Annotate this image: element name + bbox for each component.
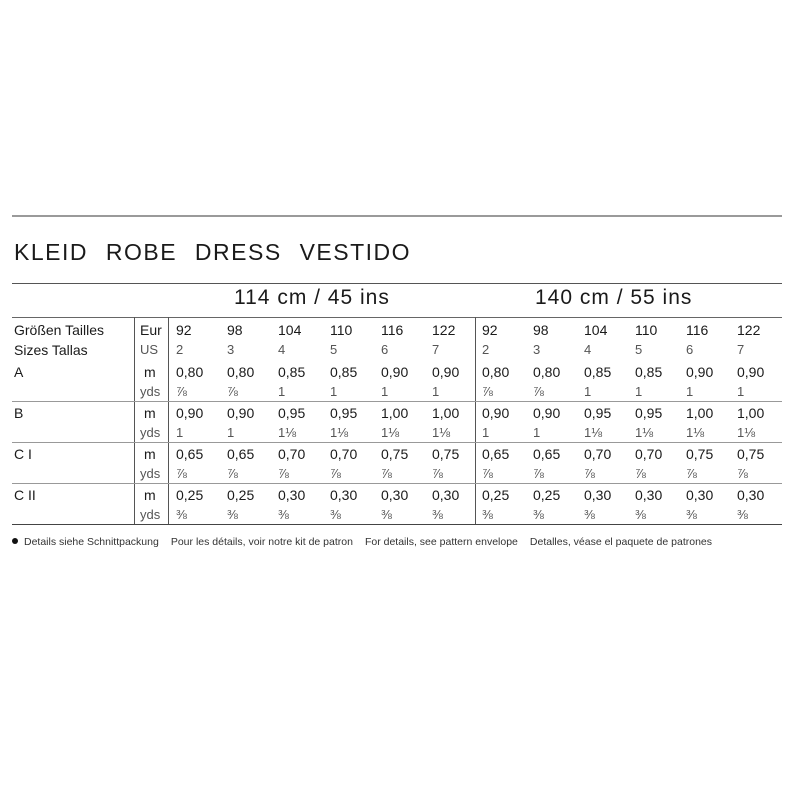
- yards-value: 1⅛: [737, 425, 756, 440]
- meters-value: 0,90: [432, 364, 460, 380]
- unit-m: m: [144, 446, 156, 462]
- meters-value: 0,90: [176, 405, 204, 421]
- size-eur-92: 92: [176, 322, 192, 338]
- yards-value: 1: [533, 425, 541, 440]
- size-eur-110: 110: [330, 322, 353, 338]
- unit-yds: yds: [140, 384, 161, 399]
- meters-value: 0,25: [227, 487, 255, 503]
- unit-m: m: [144, 487, 156, 503]
- yards-value: ⅞: [635, 466, 646, 481]
- yards-value: 1⅛: [584, 425, 603, 440]
- row-separator: [12, 401, 782, 402]
- footer-es: Detalles, véase el paquete de patrones: [529, 536, 713, 548]
- size-us-3: 3: [533, 342, 541, 357]
- yards-value: ⅞: [176, 466, 187, 481]
- unit-yds: yds: [140, 466, 161, 481]
- yards-value: ⅜: [330, 507, 341, 522]
- yards-value: ⅜: [227, 507, 238, 522]
- size-eur-104: 104: [584, 322, 608, 338]
- meters-value: 0,95: [635, 405, 663, 421]
- view-label: A: [14, 364, 24, 380]
- yards-value: ⅞: [584, 466, 595, 481]
- yards-value: ⅞: [482, 384, 493, 399]
- yards-value: 1: [686, 384, 694, 399]
- meters-value: 0,80: [482, 364, 510, 380]
- yards-value: 1⅛: [330, 425, 349, 440]
- footer-note: [12, 535, 772, 550]
- yards-value: ⅜: [533, 507, 544, 522]
- meters-value: 0,85: [278, 364, 306, 380]
- yards-value: 1: [737, 384, 745, 399]
- yards-value: 1⅛: [381, 425, 400, 440]
- meters-value: 0,85: [584, 364, 612, 380]
- meters-value: 0,90: [482, 405, 510, 421]
- yards-value: ⅞: [330, 466, 341, 481]
- yards-value: 1: [381, 384, 389, 399]
- unit-yds: yds: [140, 425, 161, 440]
- size-eur-98: 98: [533, 322, 549, 338]
- meters-value: 0,70: [330, 446, 358, 462]
- meters-value: 1,00: [432, 405, 460, 421]
- footer-fr: Pour les détails, voir notre kit de patron: [170, 536, 353, 548]
- meters-value: 0,30: [432, 487, 460, 503]
- meters-value: 0,90: [737, 364, 765, 380]
- meters-value: 0,70: [584, 446, 612, 462]
- size-us-3: 3: [227, 342, 235, 357]
- divider-label-col: [134, 317, 135, 524]
- meters-value: 0,80: [227, 364, 255, 380]
- meters-value: 0,25: [176, 487, 204, 503]
- meters-value: 0,75: [686, 446, 714, 462]
- size-eur-98: 98: [227, 322, 243, 338]
- meters-value: 0,30: [584, 487, 612, 503]
- meters-value: 0,30: [686, 487, 714, 503]
- meters-value: 0,95: [330, 405, 358, 421]
- meters-value: 1,00: [686, 405, 714, 421]
- yards-value: 1: [482, 425, 490, 440]
- meters-value: 0,65: [533, 446, 561, 462]
- meters-value: 0,65: [176, 446, 204, 462]
- size-eur-110: 110: [635, 322, 658, 338]
- unit-m: m: [144, 364, 156, 380]
- size-eur-122: 122: [737, 322, 761, 338]
- yards-value: 1⅛: [635, 425, 654, 440]
- yards-value: ⅜: [482, 507, 493, 522]
- meters-value: 0,90: [533, 405, 561, 421]
- yards-value: 1: [330, 384, 338, 399]
- yards-value: 1: [176, 425, 184, 440]
- row-separator: [12, 483, 782, 484]
- unit-yds: yds: [140, 507, 161, 522]
- meters-value: 0,25: [482, 487, 510, 503]
- size-us-6: 6: [686, 342, 694, 357]
- view-label: C I: [14, 446, 32, 462]
- yards-value: 1: [584, 384, 592, 399]
- yards-value: 1: [278, 384, 286, 399]
- meters-value: 0,85: [330, 364, 358, 380]
- yards-value: ⅜: [635, 507, 646, 522]
- meters-value: 0,65: [482, 446, 510, 462]
- divider-unit-col: [168, 317, 169, 524]
- meters-value: 0,75: [737, 446, 765, 462]
- size-eur-116: 116: [381, 322, 404, 338]
- meters-value: 0,30: [330, 487, 358, 503]
- size-us-4: 4: [278, 342, 286, 357]
- yards-value: ⅜: [176, 507, 187, 522]
- page-title: KLEID ROBE DRESS VESTIDO: [14, 239, 412, 265]
- yards-value: 1⅛: [432, 425, 451, 440]
- yards-value: 1: [227, 425, 235, 440]
- size-us-6: 6: [381, 342, 389, 357]
- view-label: B: [14, 405, 24, 421]
- meters-value: 0,70: [278, 446, 306, 462]
- yards-value: ⅞: [227, 384, 238, 399]
- meters-value: 0,90: [686, 364, 714, 380]
- fabric-width-114: 114 cm / 45 ins: [234, 286, 390, 309]
- size-eur-116: 116: [686, 322, 709, 338]
- unit-m: m: [144, 405, 156, 421]
- yards-value: ⅞: [278, 466, 289, 481]
- meters-value: 0,30: [737, 487, 765, 503]
- size-eur-104: 104: [278, 322, 302, 338]
- size-us-5: 5: [635, 342, 643, 357]
- yards-value: 1: [635, 384, 643, 399]
- size-label-line1: Größen Tailles: [14, 322, 105, 338]
- top-rule: [12, 215, 782, 217]
- meters-value: 0,75: [381, 446, 409, 462]
- meters-value: 0,90: [227, 405, 255, 421]
- size-us-5: 5: [330, 342, 338, 357]
- table-top-rule: [12, 317, 782, 318]
- us-label: US: [140, 342, 159, 357]
- divider-fabric-col: [475, 317, 476, 524]
- yards-value: ⅞: [176, 384, 187, 399]
- size-us-4: 4: [584, 342, 592, 357]
- yards-value: ⅜: [737, 507, 748, 522]
- yards-value: ⅜: [381, 507, 392, 522]
- meters-value: 0,95: [278, 405, 306, 421]
- meters-value: 0,90: [381, 364, 409, 380]
- fabric-width-140: 140 cm / 55 ins: [535, 286, 693, 309]
- yards-value: ⅞: [432, 466, 443, 481]
- size-us-2: 2: [176, 342, 184, 357]
- meters-value: 0,30: [635, 487, 663, 503]
- yards-value: ⅞: [737, 466, 748, 481]
- meters-value: 1,00: [381, 405, 409, 421]
- yards-value: ⅞: [482, 466, 493, 481]
- size-us-7: 7: [432, 342, 440, 357]
- yards-value: 1⅛: [686, 425, 705, 440]
- yards-value: ⅞: [686, 466, 697, 481]
- meters-value: 0,75: [432, 446, 460, 462]
- yards-value: ⅜: [432, 507, 443, 522]
- yards-value: ⅞: [533, 466, 544, 481]
- size-eur-92: 92: [482, 322, 498, 338]
- size-us-7: 7: [737, 342, 745, 357]
- meters-value: 0,95: [584, 405, 612, 421]
- yards-value: ⅜: [278, 507, 289, 522]
- title-underline: [12, 283, 782, 284]
- yards-value: ⅜: [584, 507, 595, 522]
- bullet-icon: [12, 538, 18, 544]
- footer-en: For details, see pattern envelope: [364, 536, 518, 548]
- footer-de: Details siehe Schnittpackung: [24, 536, 159, 548]
- meters-value: 0,80: [176, 364, 204, 380]
- yards-value: ⅞: [381, 466, 392, 481]
- meters-value: 1,00: [737, 405, 765, 421]
- meters-value: 0,85: [635, 364, 663, 380]
- meters-value: 0,30: [381, 487, 409, 503]
- yards-value: ⅜: [686, 507, 697, 522]
- meters-value: 0,65: [227, 446, 255, 462]
- size-label-line2: Sizes Tallas: [14, 342, 88, 358]
- row-separator: [12, 442, 782, 443]
- meters-value: 0,30: [278, 487, 306, 503]
- size-eur-122: 122: [432, 322, 456, 338]
- yards-value: 1⅛: [278, 425, 297, 440]
- size-us-2: 2: [482, 342, 490, 357]
- yards-value: ⅞: [227, 466, 238, 481]
- eur-label: Eur: [140, 322, 162, 338]
- meters-value: 0,25: [533, 487, 561, 503]
- table-bottom-rule: [12, 524, 782, 525]
- meters-value: 0,70: [635, 446, 663, 462]
- view-label: C II: [14, 487, 36, 503]
- yards-value: 1: [432, 384, 440, 399]
- meters-value: 0,80: [533, 364, 561, 380]
- yards-value: ⅞: [533, 384, 544, 399]
